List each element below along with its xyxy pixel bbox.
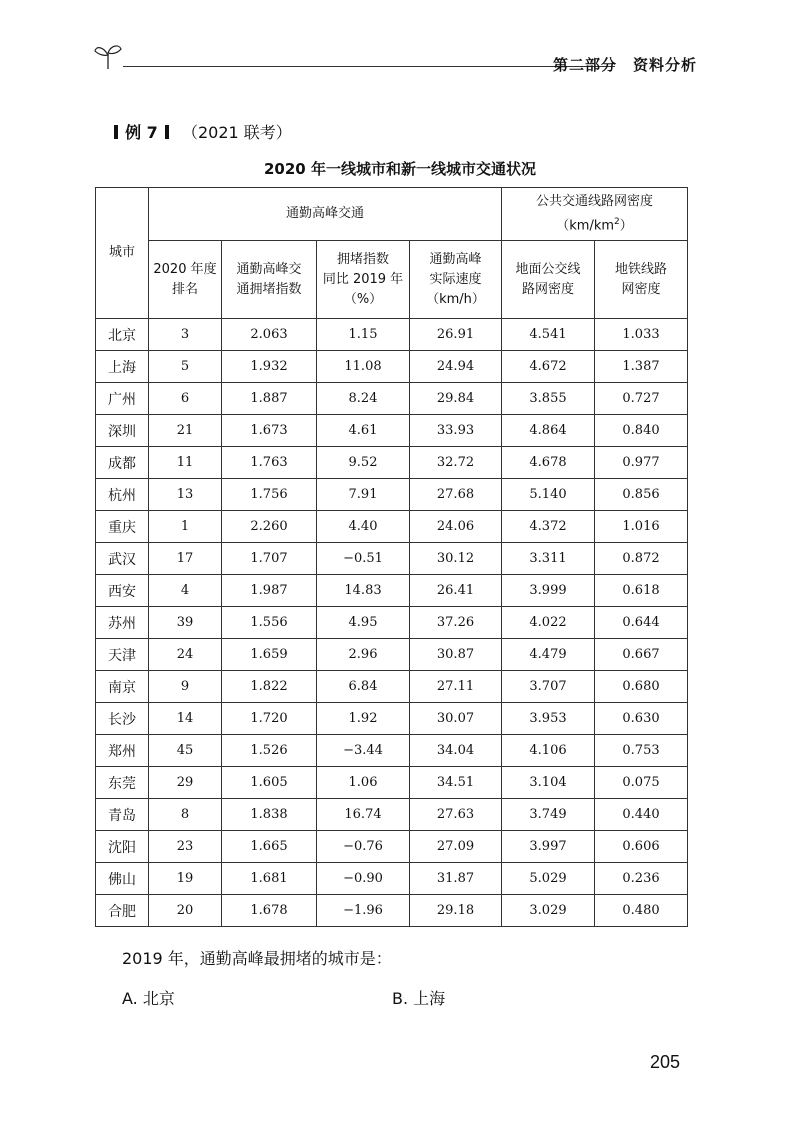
cell-city: 武汉	[96, 543, 149, 575]
header-commute-group: 通勤高峰交通	[149, 188, 502, 241]
cell-rank: 23	[149, 831, 222, 863]
chapter-title: 第二部分 资料分析	[552, 56, 697, 74]
cell-congestion-index: 1.556	[222, 607, 317, 639]
cell-bus-density: 4.022	[502, 607, 595, 639]
cell-congestion-index: 1.707	[222, 543, 317, 575]
cell-yoy-change: 1.92	[317, 703, 410, 735]
cell-congestion-index: 1.678	[222, 895, 317, 927]
example-heading	[114, 120, 292, 143]
cell-city: 佛山	[96, 863, 149, 895]
cell-metro-density: 0.667	[595, 639, 688, 671]
cell-bus-density: 4.479	[502, 639, 595, 671]
header-bus-density: 地面公交线 路网密度	[502, 241, 595, 319]
cell-bus-density: 3.997	[502, 831, 595, 863]
cell-yoy-change: 4.95	[317, 607, 410, 639]
option-b[interactable]: B. 上海	[392, 989, 446, 1008]
cell-peak-speed: 34.04	[410, 735, 502, 767]
cell-yoy-change: 7.91	[317, 479, 410, 511]
cell-peak-speed: 30.12	[410, 543, 502, 575]
cell-peak-speed: 29.18	[410, 895, 502, 927]
header-yoy: 拥堵指数 同比 2019 年 （%）	[317, 241, 410, 319]
cell-rank: 11	[149, 447, 222, 479]
cell-rank: 4	[149, 575, 222, 607]
cell-bus-density: 4.106	[502, 735, 595, 767]
cell-yoy-change: 2.96	[317, 639, 410, 671]
option-a[interactable]: A. 北京	[122, 989, 175, 1008]
cell-rank: 24	[149, 639, 222, 671]
cell-peak-speed: 29.84	[410, 383, 502, 415]
table-row	[96, 799, 688, 831]
cell-bus-density: 3.104	[502, 767, 595, 799]
cell-city: 沈阳	[96, 831, 149, 863]
table-row	[96, 703, 688, 735]
cell-bus-density: 4.678	[502, 447, 595, 479]
table-row	[96, 511, 688, 543]
cell-peak-speed: 30.07	[410, 703, 502, 735]
table-row	[96, 863, 688, 895]
cell-peak-speed: 27.09	[410, 831, 502, 863]
cell-peak-speed: 34.51	[410, 767, 502, 799]
cell-congestion-index: 1.763	[222, 447, 317, 479]
cell-bus-density: 3.855	[502, 383, 595, 415]
cell-peak-speed: 37.26	[410, 607, 502, 639]
question-text: 2019 年，通勤高峰最拥堵的城市是：	[122, 949, 392, 968]
cell-city: 深圳	[96, 415, 149, 447]
cell-bus-density: 3.311	[502, 543, 595, 575]
cell-city: 广州	[96, 383, 149, 415]
table-row	[96, 447, 688, 479]
cell-peak-speed: 26.41	[410, 575, 502, 607]
cell-peak-speed: 27.63	[410, 799, 502, 831]
cell-city: 重庆	[96, 511, 149, 543]
cell-yoy-change: −3.44	[317, 735, 410, 767]
table-row	[96, 607, 688, 639]
cell-city: 苏州	[96, 607, 149, 639]
cell-congestion-index: 1.605	[222, 767, 317, 799]
cell-rank: 6	[149, 383, 222, 415]
cell-congestion-index: 2.063	[222, 319, 317, 351]
cell-bus-density: 4.864	[502, 415, 595, 447]
cell-rank: 3	[149, 319, 222, 351]
cell-rank: 21	[149, 415, 222, 447]
header-city: 城市	[96, 188, 149, 319]
cell-metro-density: 0.630	[595, 703, 688, 735]
cell-congestion-index: 1.932	[222, 351, 317, 383]
cell-city: 北京	[96, 319, 149, 351]
cell-yoy-change: −1.96	[317, 895, 410, 927]
cell-yoy-change: 1.15	[317, 319, 410, 351]
table-body	[96, 319, 688, 927]
cell-metro-density: 0.753	[595, 735, 688, 767]
cell-congestion-index: 1.822	[222, 671, 317, 703]
cell-metro-density: 0.727	[595, 383, 688, 415]
cell-bus-density: 4.372	[502, 511, 595, 543]
cell-peak-speed: 33.93	[410, 415, 502, 447]
cell-rank: 29	[149, 767, 222, 799]
table-row	[96, 895, 688, 927]
sprout-icon	[93, 42, 123, 70]
cell-bus-density: 3.953	[502, 703, 595, 735]
cell-rank: 19	[149, 863, 222, 895]
cell-congestion-index: 1.659	[222, 639, 317, 671]
cell-yoy-change: 14.83	[317, 575, 410, 607]
cell-yoy-change: −0.51	[317, 543, 410, 575]
header-density-group	[502, 188, 688, 241]
cell-congestion-index: 1.838	[222, 799, 317, 831]
page-number: 205	[650, 1052, 681, 1072]
cell-peak-speed: 31.87	[410, 863, 502, 895]
cell-metro-density: 0.618	[595, 575, 688, 607]
cell-rank: 20	[149, 895, 222, 927]
cell-yoy-change: 4.61	[317, 415, 410, 447]
cell-metro-density: 0.680	[595, 671, 688, 703]
cell-city: 青岛	[96, 799, 149, 831]
table-row	[96, 831, 688, 863]
header-rule	[123, 66, 615, 67]
cell-bus-density: 3.029	[502, 895, 595, 927]
cell-peak-speed: 24.94	[410, 351, 502, 383]
cell-congestion-index: 1.756	[222, 479, 317, 511]
cell-congestion-index: 1.720	[222, 703, 317, 735]
table-row	[96, 319, 688, 351]
table-row	[96, 767, 688, 799]
table-row	[96, 575, 688, 607]
cell-city: 西安	[96, 575, 149, 607]
cell-metro-density: 0.606	[595, 831, 688, 863]
cell-metro-density: 0.236	[595, 863, 688, 895]
cell-congestion-index: 2.260	[222, 511, 317, 543]
cell-peak-speed: 30.87	[410, 639, 502, 671]
cell-city: 合肥	[96, 895, 149, 927]
cell-congestion-index: 1.887	[222, 383, 317, 415]
cell-peak-speed: 32.72	[410, 447, 502, 479]
table-row	[96, 479, 688, 511]
cell-yoy-change: 16.74	[317, 799, 410, 831]
header-speed: 通勤高峰 实际速度 （km/h）	[410, 241, 502, 319]
cell-rank: 13	[149, 479, 222, 511]
example-source: （2021 联考）	[182, 123, 292, 142]
cell-rank: 5	[149, 351, 222, 383]
table-row	[96, 639, 688, 671]
cell-city: 成都	[96, 447, 149, 479]
cell-city: 南京	[96, 671, 149, 703]
traffic-table	[95, 187, 688, 927]
cell-metro-density: 0.480	[595, 895, 688, 927]
cell-peak-speed: 27.68	[410, 479, 502, 511]
cell-rank: 8	[149, 799, 222, 831]
cell-city: 长沙	[96, 703, 149, 735]
cell-congestion-index: 1.987	[222, 575, 317, 607]
header-rank: 2020 年度 排名	[149, 241, 222, 319]
cell-metro-density: 0.872	[595, 543, 688, 575]
cell-metro-density: 0.075	[595, 767, 688, 799]
cell-yoy-change: −0.76	[317, 831, 410, 863]
cell-city: 东莞	[96, 767, 149, 799]
cell-yoy-change: 9.52	[317, 447, 410, 479]
cell-peak-speed: 24.06	[410, 511, 502, 543]
cell-city: 天津	[96, 639, 149, 671]
cell-rank: 45	[149, 735, 222, 767]
cell-city: 杭州	[96, 479, 149, 511]
cell-rank: 9	[149, 671, 222, 703]
cell-yoy-change: 4.40	[317, 511, 410, 543]
page-header	[85, 42, 697, 82]
cell-metro-density: 1.016	[595, 511, 688, 543]
cell-peak-speed: 26.91	[410, 319, 502, 351]
cell-metro-density: 0.644	[595, 607, 688, 639]
cell-yoy-change: 11.08	[317, 351, 410, 383]
cell-metro-density: 0.977	[595, 447, 688, 479]
table-row	[96, 351, 688, 383]
cell-congestion-index: 1.681	[222, 863, 317, 895]
cell-city: 上海	[96, 351, 149, 383]
table-row	[96, 735, 688, 767]
cell-rank: 17	[149, 543, 222, 575]
cell-peak-speed: 27.11	[410, 671, 502, 703]
cell-metro-density: 1.387	[595, 351, 688, 383]
cell-congestion-index: 1.526	[222, 735, 317, 767]
cell-yoy-change: 6.84	[317, 671, 410, 703]
bracket-bar-right	[165, 125, 169, 139]
cell-metro-density: 0.440	[595, 799, 688, 831]
table-row	[96, 671, 688, 703]
cell-metro-density: 0.840	[595, 415, 688, 447]
example-label: 例 7	[125, 123, 158, 142]
cell-rank: 1	[149, 511, 222, 543]
cell-congestion-index: 1.673	[222, 415, 317, 447]
header-metro-density: 地铁线路 网密度	[595, 241, 688, 319]
table-row	[96, 543, 688, 575]
cell-bus-density: 3.999	[502, 575, 595, 607]
table-row	[96, 415, 688, 447]
header-congestion-index: 通勤高峰交 通拥堵指数	[222, 241, 317, 319]
cell-yoy-change: 8.24	[317, 383, 410, 415]
cell-bus-density: 4.672	[502, 351, 595, 383]
density-group-line2: $(km/km^2)$	[556, 216, 633, 234]
cell-city: 郑州	[96, 735, 149, 767]
cell-rank: 39	[149, 607, 222, 639]
cell-bus-density: 3.707	[502, 671, 595, 703]
cell-bus-density: 4.541	[502, 319, 595, 351]
cell-yoy-change: −0.90	[317, 863, 410, 895]
cell-metro-density: 1.033	[595, 319, 688, 351]
cell-bus-density: 5.140	[502, 479, 595, 511]
cell-yoy-change: 1.06	[317, 767, 410, 799]
cell-bus-density: 5.029	[502, 863, 595, 895]
cell-rank: 14	[149, 703, 222, 735]
cell-congestion-index: 1.665	[222, 831, 317, 863]
cell-metro-density: 0.856	[595, 479, 688, 511]
bracket-bar-left	[114, 125, 118, 139]
table-row	[96, 383, 688, 415]
table-title: 2020 年一线城市和新一线城市交通状况	[264, 160, 536, 178]
density-group-line1: 公共交通线路网密度	[536, 193, 654, 209]
cell-bus-density: 3.749	[502, 799, 595, 831]
